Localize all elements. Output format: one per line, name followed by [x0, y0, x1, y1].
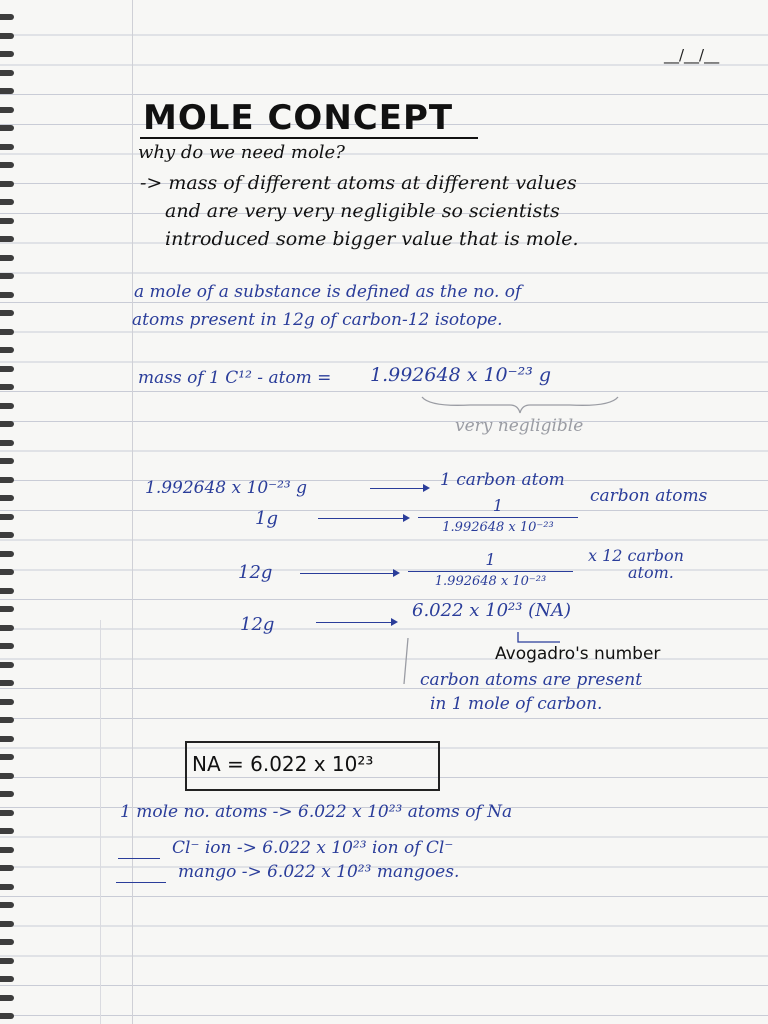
spiral-ring	[0, 292, 14, 298]
spiral-ring	[0, 680, 14, 686]
spiral-ring	[0, 273, 14, 279]
spiral-ring	[0, 643, 14, 649]
mass-c12-label: mass of 1 C¹² - atom =	[138, 368, 332, 388]
margin-line	[132, 0, 133, 1024]
spiral-ring	[0, 218, 14, 224]
spiral-ring	[0, 162, 14, 168]
definition-line-2: atoms present in 12g of carbon-12 isotope.	[132, 310, 503, 330]
spiral-ring	[0, 347, 14, 353]
spiral-ring	[0, 865, 14, 871]
spiral-ring	[0, 736, 14, 742]
row3-arrow	[300, 573, 398, 574]
spiral-ring	[0, 384, 14, 390]
spiral-ring	[0, 810, 14, 816]
spiral-ring	[0, 717, 14, 723]
row2-left: 1g	[255, 508, 278, 529]
spiral-binding	[0, 0, 20, 1024]
intro-answer-line-3: introduced some bigger value that is mole.	[165, 228, 579, 250]
spiral-ring	[0, 828, 14, 834]
spiral-ring	[0, 791, 14, 797]
spiral-ring	[0, 477, 14, 483]
row3-fraction-bar	[408, 571, 573, 572]
row3-fraction	[408, 550, 573, 589]
spiral-ring	[0, 199, 14, 205]
row2-fraction	[418, 496, 578, 535]
spiral-ring	[0, 514, 14, 520]
spiral-ring	[0, 440, 14, 446]
spiral-ring	[0, 107, 14, 113]
spiral-ring	[0, 14, 14, 20]
row3-right-line-1: x 12 carbon	[588, 546, 684, 565]
row2-arrow	[318, 518, 408, 519]
spiral-ring	[0, 421, 14, 427]
margin-line-secondary	[100, 620, 101, 1024]
row2-numerator: 1	[492, 496, 504, 515]
row2-denominator: 1.992648 x 10⁻²³	[442, 520, 554, 535]
intro-answer-line-2: and are very very negligible so scientists	[165, 200, 560, 222]
brace	[420, 395, 620, 415]
row4-arrow	[316, 622, 396, 623]
row1-right: 1 carbon atom	[440, 470, 565, 490]
spiral-ring	[0, 403, 14, 409]
spiral-ring	[0, 33, 14, 39]
spiral-ring	[0, 995, 14, 1001]
example-line-1: 1 mole no. atoms -> 6.022 x 10²³ atoms of Na	[120, 802, 513, 822]
spiral-ring	[0, 125, 14, 131]
spiral-ring	[0, 144, 14, 150]
avogadro-label: Avogadro's number	[495, 644, 661, 664]
spiral-ring	[0, 366, 14, 372]
spiral-ring	[0, 847, 14, 853]
spiral-ring	[0, 939, 14, 945]
spiral-ring	[0, 754, 14, 760]
row1-arrow	[370, 488, 428, 489]
spiral-ring	[0, 662, 14, 668]
spiral-ring	[0, 625, 14, 631]
spiral-ring	[0, 588, 14, 594]
avogadro-note-line-1: carbon atoms are present	[420, 670, 643, 690]
example-dash-2	[118, 858, 160, 859]
date-field: __/__/__	[664, 46, 720, 64]
intro-answer-line-1: -> mass of different atoms at different values	[140, 172, 577, 194]
example-line-2: Cl⁻ ion -> 6.022 x 10²³ ion of Cl⁻	[172, 838, 454, 858]
avogadro-boxed-text: NA = 6.022 x 10²³	[192, 752, 374, 776]
spiral-ring	[0, 495, 14, 501]
spiral-ring	[0, 958, 14, 964]
spiral-ring	[0, 551, 14, 557]
page-title: MOLE CONCEPT	[143, 98, 454, 138]
spiral-ring	[0, 181, 14, 187]
row3-right-line-2: atom.	[628, 563, 674, 582]
intro-question: why do we need mole?	[138, 142, 345, 163]
negligible-note: very negligible	[455, 416, 584, 436]
row4-left: 12g	[240, 614, 275, 635]
avogadro-note-line-2: in 1 mole of carbon.	[430, 694, 603, 714]
example-line-3: mango -> 6.022 x 10²³ mangoes.	[178, 862, 460, 882]
row3-numerator: 1	[485, 550, 496, 569]
spiral-ring	[0, 699, 14, 705]
mass-c12-value: 1.992648 x 10⁻²³ g	[370, 364, 552, 386]
spiral-ring	[0, 458, 14, 464]
row4-value: 6.022 x 10²³ (NA)	[412, 600, 571, 621]
spiral-ring	[0, 976, 14, 982]
spiral-ring	[0, 884, 14, 890]
spiral-ring	[0, 606, 14, 612]
spiral-ring	[0, 51, 14, 57]
spiral-ring	[0, 532, 14, 538]
spiral-ring	[0, 236, 14, 242]
spiral-ring	[0, 773, 14, 779]
spiral-ring	[0, 569, 14, 575]
spiral-ring	[0, 902, 14, 908]
row3-left: 12g	[238, 562, 273, 583]
row2-fraction-bar	[418, 517, 578, 518]
spiral-ring	[0, 1013, 14, 1019]
spiral-ring	[0, 310, 14, 316]
row3-denominator: 1.992648 x 10⁻²³	[434, 574, 547, 589]
row2-right: carbon atoms	[590, 486, 708, 506]
spiral-ring	[0, 329, 14, 335]
spiral-ring	[0, 88, 14, 94]
definition-line-1: a mole of a substance is defined as the no. of	[134, 282, 522, 302]
example-dash-3	[116, 882, 166, 883]
row1-left: 1.992648 x 10⁻²³ g	[145, 478, 308, 498]
spiral-ring	[0, 255, 14, 261]
spiral-ring	[0, 70, 14, 76]
spiral-ring	[0, 921, 14, 927]
